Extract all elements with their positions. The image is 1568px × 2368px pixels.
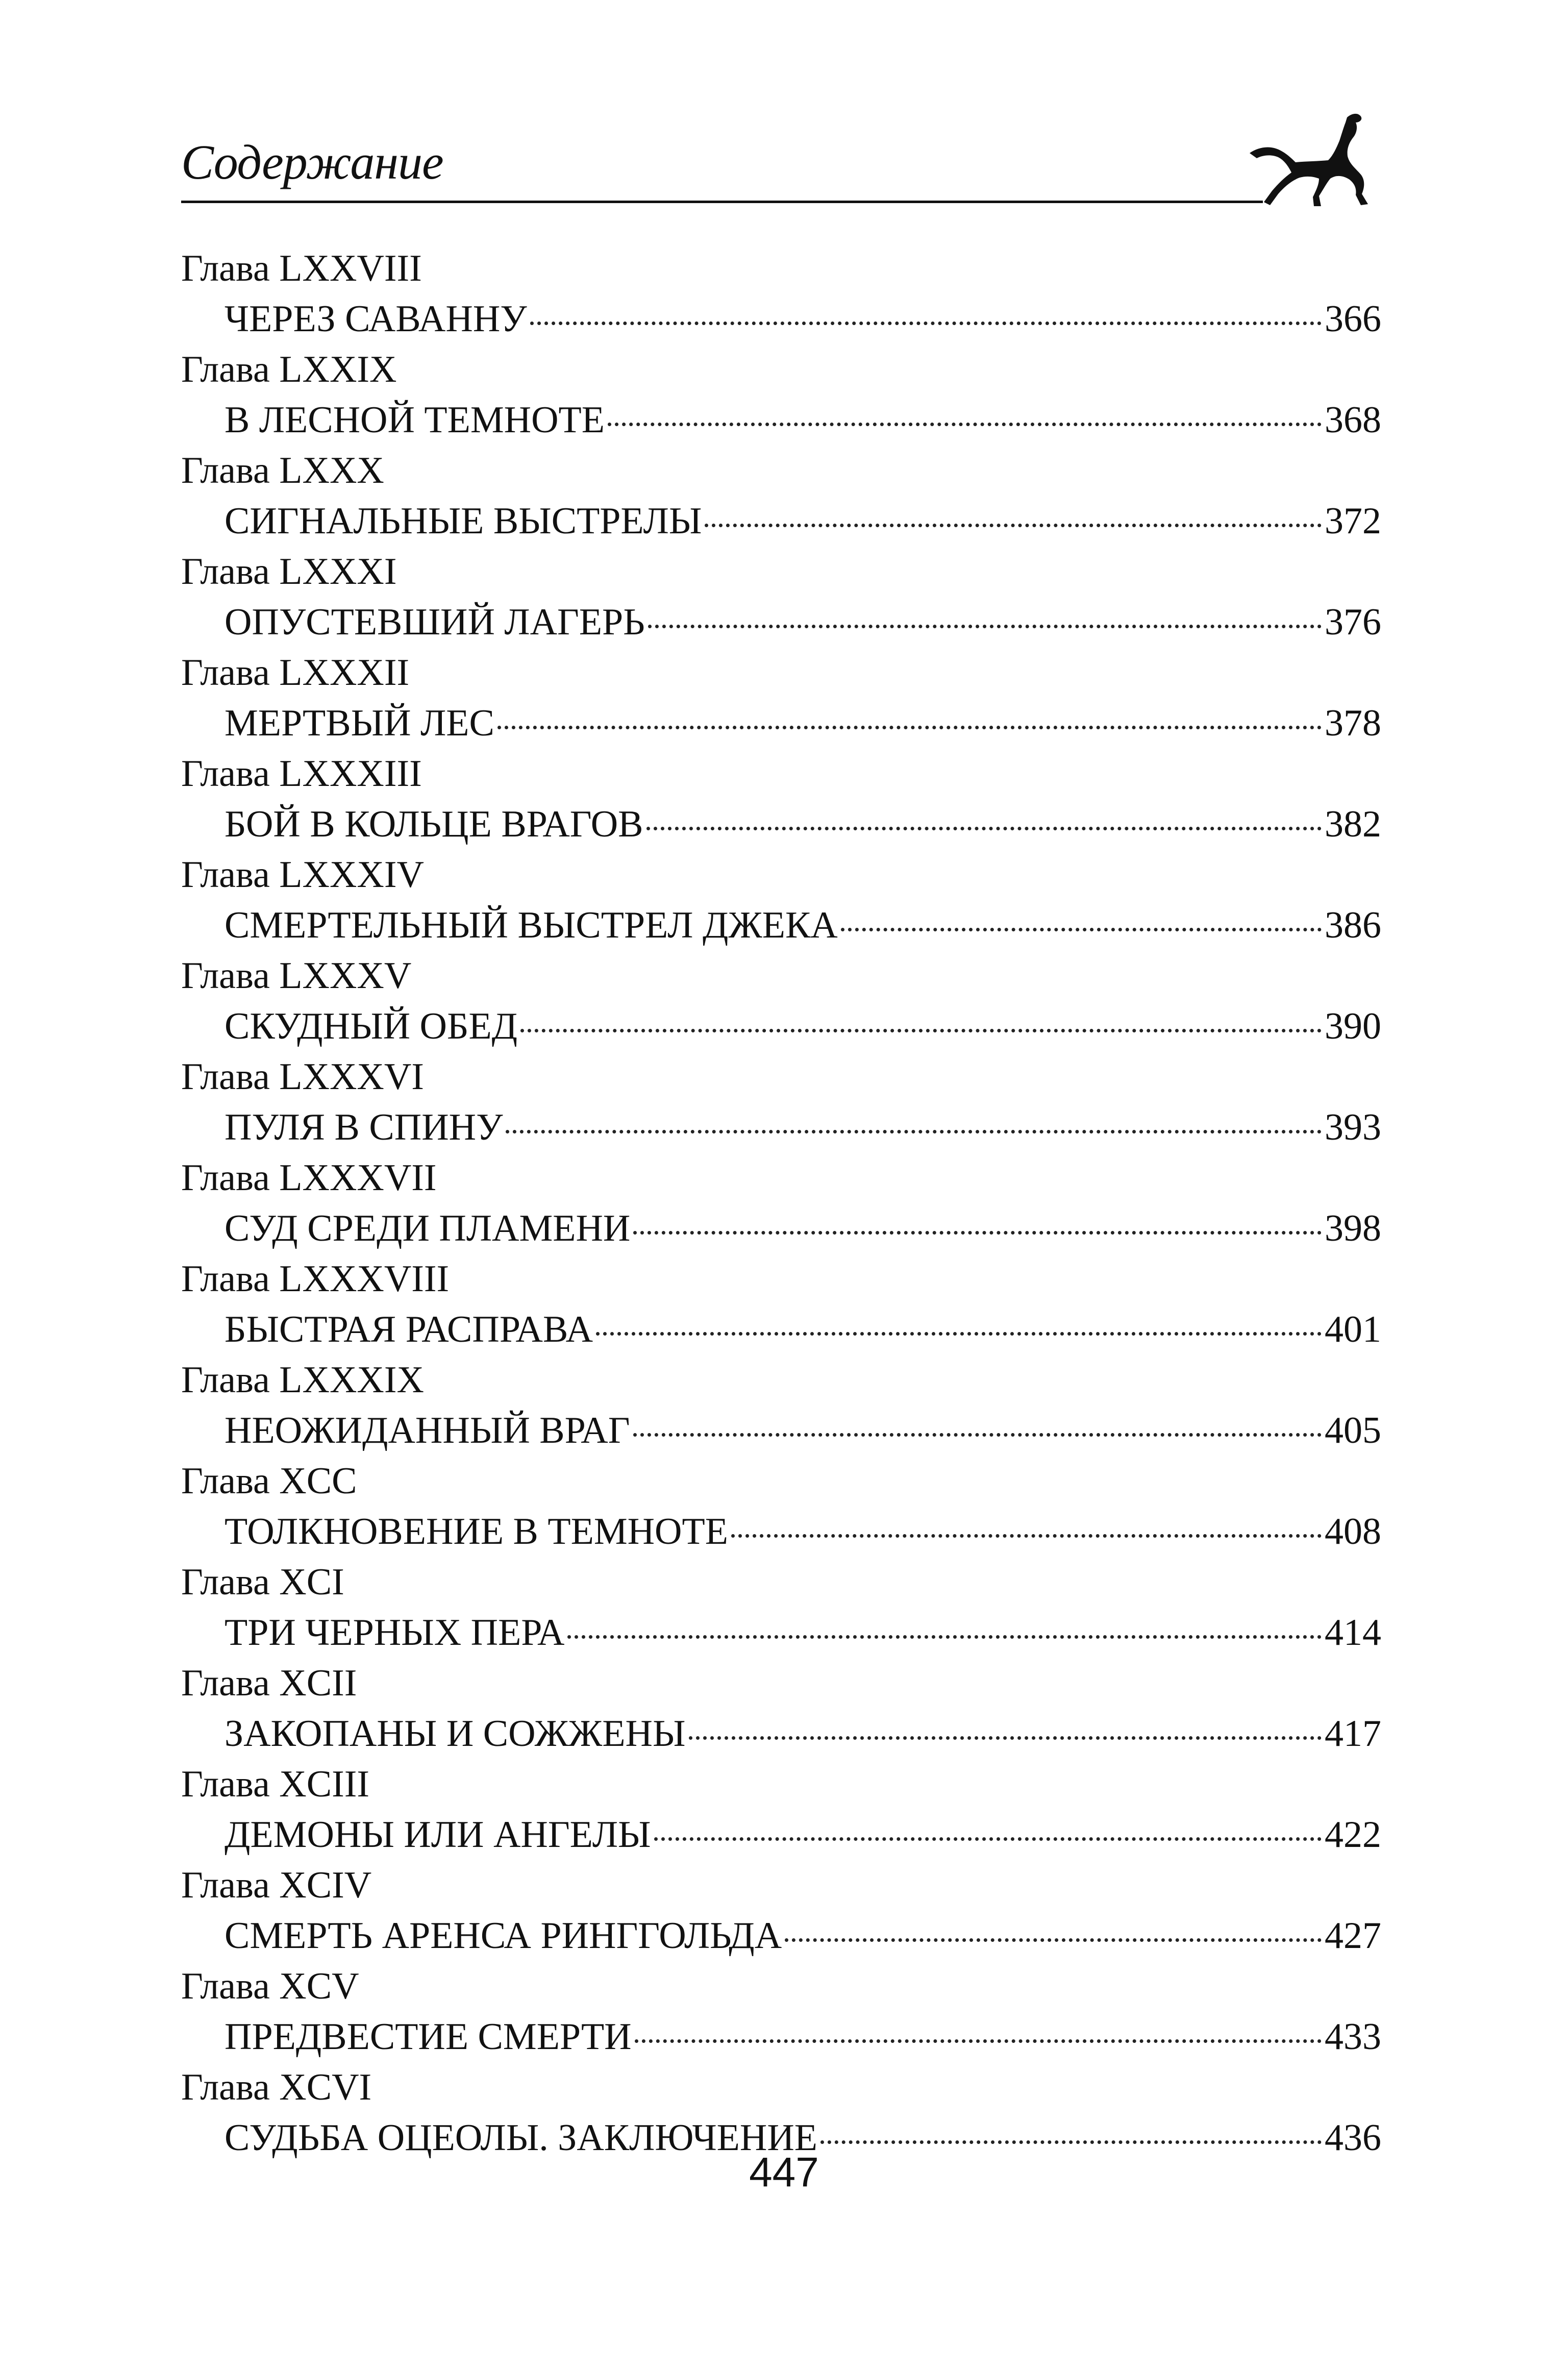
chapter-line [181, 1810, 1381, 1860]
dot-leader [520, 1029, 1322, 1032]
chapter-line [181, 1203, 1381, 1253]
dot-leader [596, 1332, 1322, 1336]
toc-entry [181, 2062, 1381, 2163]
chapter-label: Глава XCVI [181, 2066, 372, 2108]
chapter-page-number: 376 [1325, 601, 1381, 643]
page-header [181, 110, 1385, 212]
chapter-label: Глава LXXXVII [181, 1157, 437, 1199]
toc-entry [181, 344, 1381, 445]
chapter-page-number: 368 [1325, 399, 1381, 441]
chapter-label: Глава XCC [181, 1460, 357, 1502]
chapter-page-number: 390 [1325, 1005, 1381, 1047]
chapter-label: Глава LXXXIII [181, 753, 422, 795]
chapter-title: СУД СРЕДИ ПЛАМЕНИ [225, 1207, 631, 1249]
chapter-title: ПУЛЯ В СПИНУ [225, 1106, 503, 1148]
toc-entry [181, 1152, 1381, 1253]
chapter-title: СМЕРТЕЛЬНЫЙ ВЫСТРЕЛ ДЖЕКА [225, 904, 838, 946]
chapter-line [181, 1102, 1381, 1152]
dot-leader [567, 1635, 1322, 1639]
chapter-line [181, 597, 1381, 647]
chapter-label: Глава XCIII [181, 1763, 370, 1805]
dot-leader [705, 524, 1322, 527]
chapter-page-number: 386 [1325, 904, 1381, 946]
chapter-label: Глава LXXXII [181, 652, 410, 694]
chapter-page-number: 398 [1325, 1207, 1381, 1249]
chapter-page-number: 408 [1325, 1511, 1381, 1552]
chapter-title: БОЙ В КОЛЬЦЕ ВРАГОВ [225, 803, 643, 845]
chapter-label: Глава XCIV [181, 1864, 372, 1906]
chapter-page-number: 405 [1325, 1410, 1381, 1451]
chapter-page-number: 393 [1325, 1106, 1381, 1148]
chapter-title: НЕОЖИДАННЫЙ ВРАГ [225, 1410, 630, 1451]
chapter-line [181, 395, 1381, 445]
chapter-title: СМЕРТЬ АРЕНСА РИНГГОЛЬДА [225, 1915, 782, 1957]
toc-entry [181, 445, 1381, 546]
dot-leader [633, 1231, 1322, 1235]
chapter-label: Глава LXXXI [181, 551, 397, 593]
dot-leader [633, 1433, 1322, 1437]
chapter-label: Глава LXXX [181, 450, 384, 491]
chapter-label: Глава XCI [181, 1561, 344, 1603]
toc-entry [181, 849, 1381, 950]
chapter-line [181, 1405, 1381, 1456]
chapter-page-number: 366 [1325, 298, 1381, 340]
table-of-contents [181, 243, 1381, 2163]
toc-entry [181, 1759, 1381, 1860]
chapter-line [181, 2012, 1381, 2062]
dot-leader [646, 827, 1322, 830]
chapter-label: Глава LXXXIV [181, 854, 424, 896]
chapter-page-number: 422 [1325, 1814, 1381, 1856]
chapter-page-number: 378 [1325, 702, 1381, 744]
toc-entry [181, 1860, 1381, 1961]
chapter-line [181, 294, 1381, 344]
chapter-label: Глава LXXIX [181, 349, 397, 390]
chapter-title: ТРИ ЧЕРНЫХ ПЕРА [225, 1612, 565, 1654]
chapter-title: СКУДНЫЙ ОБЕД [225, 1005, 518, 1047]
chapter-title: В ЛЕСНОЙ ТЕМНОТЕ [225, 399, 605, 441]
chapter-title: БЫСТРАЯ РАСПРАВА [225, 1309, 593, 1350]
chapter-label: Глава LXXVIII [181, 248, 422, 289]
toc-entry [181, 1658, 1381, 1759]
chapter-title: МЕРТВЫЙ ЛЕС [225, 702, 494, 744]
chapter-line [181, 1304, 1381, 1354]
chapter-page-number: 372 [1325, 500, 1381, 542]
running-head: Содержание [181, 135, 443, 189]
chapter-line [181, 1507, 1381, 1557]
dot-leader [530, 322, 1322, 325]
chapter-line [181, 698, 1381, 748]
dot-leader [608, 423, 1322, 426]
chapter-label: Глава LXXXIX [181, 1359, 424, 1401]
toc-entry [181, 748, 1381, 849]
chapter-line [181, 1608, 1381, 1658]
chapter-line [181, 900, 1381, 950]
chapter-label: Глава LXXXVIII [181, 1258, 450, 1300]
horse-icon [1242, 107, 1375, 209]
dot-leader [785, 1938, 1322, 1942]
dot-leader [648, 625, 1322, 628]
chapter-line [181, 1709, 1381, 1759]
chapter-line [181, 799, 1381, 849]
chapter-label: Глава LXXXVI [181, 1056, 424, 1098]
chapter-label: Глава XCII [181, 1662, 357, 1704]
chapter-title: ДЕМОНЫ ИЛИ АНГЕЛЫ [225, 1814, 651, 1856]
dot-leader [497, 726, 1322, 729]
chapter-label: Глава LXXXV [181, 955, 412, 997]
dot-leader [820, 2140, 1322, 2144]
chapter-title: ПРЕДВЕСТИЕ СМЕРТИ [225, 2016, 632, 2058]
toc-entry [181, 1253, 1381, 1354]
chapter-page-number: 436 [1325, 2117, 1381, 2159]
chapter-page-number: 382 [1325, 803, 1381, 845]
chapter-page-number: 417 [1325, 1713, 1381, 1755]
chapter-title: ТОЛКНОВЕНИЕ В ТЕМНОТЕ [225, 1511, 728, 1552]
dot-leader [689, 1736, 1322, 1740]
dot-leader [506, 1130, 1322, 1133]
dot-leader [841, 928, 1322, 931]
chapter-title: СИГНАЛЬНЫЕ ВЫСТРЕЛЫ [225, 500, 702, 542]
chapter-title: ЗАКОПАНЫ И СОЖЖЕНЫ [225, 1713, 686, 1755]
chapter-line [181, 496, 1381, 546]
toc-entry [181, 1456, 1381, 1557]
chapter-title: ЧЕРЕЗ САВАННУ [225, 298, 527, 340]
toc-entry [181, 647, 1381, 748]
toc-entry [181, 243, 1381, 344]
chapter-page-number: 433 [1325, 2016, 1381, 2058]
toc-entry [181, 1961, 1381, 2062]
chapter-page-number: 414 [1325, 1612, 1381, 1654]
toc-entry [181, 950, 1381, 1051]
chapter-line [181, 1911, 1381, 1961]
dot-leader [654, 1837, 1322, 1841]
chapter-title: СУДЬБА ОЦЕОЛЫ. ЗАКЛЮЧЕНИЕ [225, 2117, 817, 2159]
dot-leader [635, 2039, 1322, 2043]
chapter-page-number: 401 [1325, 1309, 1381, 1350]
toc-entry [181, 1557, 1381, 1658]
dot-leader [731, 1534, 1322, 1538]
chapter-page-number: 427 [1325, 1915, 1381, 1957]
chapter-title: ОПУСТЕВШИЙ ЛАГЕРЬ [225, 601, 645, 643]
toc-entry [181, 1051, 1381, 1152]
header-rule [181, 201, 1263, 203]
toc-entry [181, 1354, 1381, 1456]
chapter-line [181, 1001, 1381, 1051]
toc-entry [181, 546, 1381, 647]
page-number: 447 [749, 2149, 819, 2196]
chapter-label: Глава XCV [181, 1965, 359, 2007]
